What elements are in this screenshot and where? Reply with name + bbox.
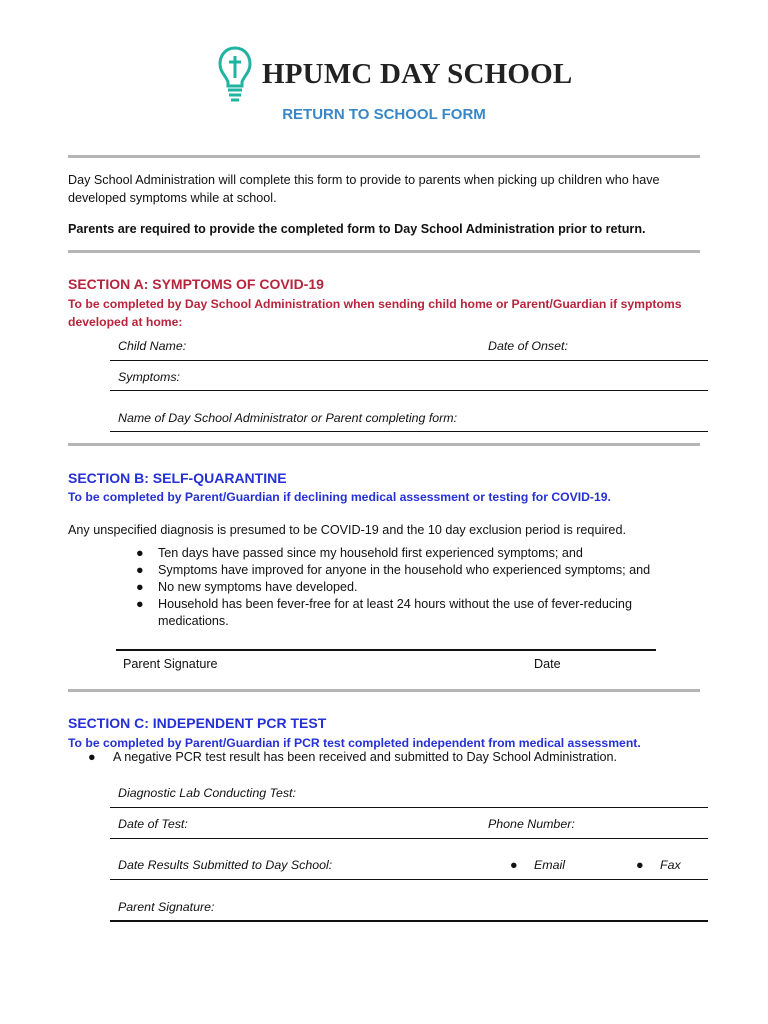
- administrator-input-line[interactable]: [110, 431, 708, 432]
- symptoms-input-line[interactable]: [110, 390, 708, 391]
- results-submitted-input-line[interactable]: [110, 879, 708, 880]
- date-of-onset-label: Date of Onset:: [488, 339, 568, 353]
- section-c-subtitle: To be completed by Parent/Guardian if PCR test completed independent from medical assessment.: [68, 736, 641, 750]
- parent-signature-line[interactable]: [110, 920, 708, 922]
- fax-option-bullet-icon[interactable]: ●: [636, 858, 644, 872]
- return-requirement-note: Parents are required to provide the completed form to Day School Administration prior to return.: [68, 222, 646, 236]
- self-quarantine-checklist: [136, 545, 656, 630]
- school-logo-text: HPUMC DAY SCHOOL: [262, 58, 573, 90]
- lightbulb-cross-logo-icon: [218, 46, 252, 104]
- bullet-icon: ●: [136, 563, 144, 577]
- parent-signature-label: Parent Signature:: [118, 900, 215, 914]
- section-divider: [68, 689, 700, 692]
- administrator-label: Name of Day School Administrator or Parent completing form:: [118, 411, 458, 425]
- date-label: Date: [534, 657, 561, 671]
- bullet-icon: ●: [136, 546, 144, 560]
- date-of-test-input-line[interactable]: [110, 838, 708, 839]
- phone-number-label: Phone Number:: [488, 817, 575, 831]
- section-c-title: SECTION C: INDEPENDENT PCR TEST: [68, 715, 327, 731]
- intro-paragraph: Day School Administration will complete this form to provide to parents when picking up children who have developed symptoms while at school.: [68, 173, 660, 205]
- email-option-bullet-icon[interactable]: ●: [510, 858, 518, 872]
- list-item: ● No new symptoms have developed.: [136, 580, 358, 594]
- email-option[interactable]: Email: [534, 858, 565, 872]
- list-item: ● Ten days have passed since my household first experienced symptoms; and: [136, 546, 583, 560]
- form-title: RETURN TO SCHOOL FORM: [282, 106, 486, 123]
- parent-signature-label: Parent Signature: [123, 657, 218, 671]
- section-divider: [68, 250, 700, 253]
- section-b-subtitle: To be completed by Parent/Guardian if declining medical assessment or testing for COVID-19.: [68, 490, 611, 504]
- section-divider: [68, 155, 700, 158]
- symptoms-label: Symptoms:: [118, 370, 180, 384]
- pcr-result-statement: A negative PCR test result has been received and submitted to Day School Administration.: [113, 750, 618, 764]
- bullet-icon: ●: [88, 750, 96, 764]
- section-b-statement: Any unspecified diagnosis is presumed to be COVID-19 and the 10 day exclusion period is required.: [68, 523, 626, 537]
- date-of-test-label: Date of Test:: [118, 817, 188, 831]
- child-name-label: Child Name:: [118, 339, 187, 353]
- section-a-title: SECTION A: SYMPTOMS OF COVID-19: [68, 276, 324, 292]
- section-divider: [68, 443, 700, 446]
- parent-signature-line[interactable]: [116, 649, 656, 651]
- list-item: ● Symptoms have improved for anyone in the household who experienced symptoms; and: [136, 563, 651, 577]
- section-b-title: SECTION B: SELF-QUARANTINE: [68, 470, 287, 486]
- fax-option[interactable]: Fax: [660, 858, 681, 872]
- diagnostic-lab-label: Diagnostic Lab Conducting Test:: [118, 786, 296, 800]
- diagnostic-lab-input-line[interactable]: [110, 807, 708, 808]
- child-name-input-line[interactable]: [110, 360, 708, 361]
- bullet-icon: ●: [136, 597, 144, 611]
- results-submitted-label: Date Results Submitted to Day School:: [118, 858, 333, 872]
- list-item: ● Household has been fever-free for at least 24 hours without the use of fever-reducing medications.: [136, 597, 632, 628]
- section-a-subtitle: To be completed by Day School Administration when sending child home or Parent/Guardian if symptoms developed at home:: [68, 297, 682, 329]
- bullet-icon: ●: [136, 580, 144, 594]
